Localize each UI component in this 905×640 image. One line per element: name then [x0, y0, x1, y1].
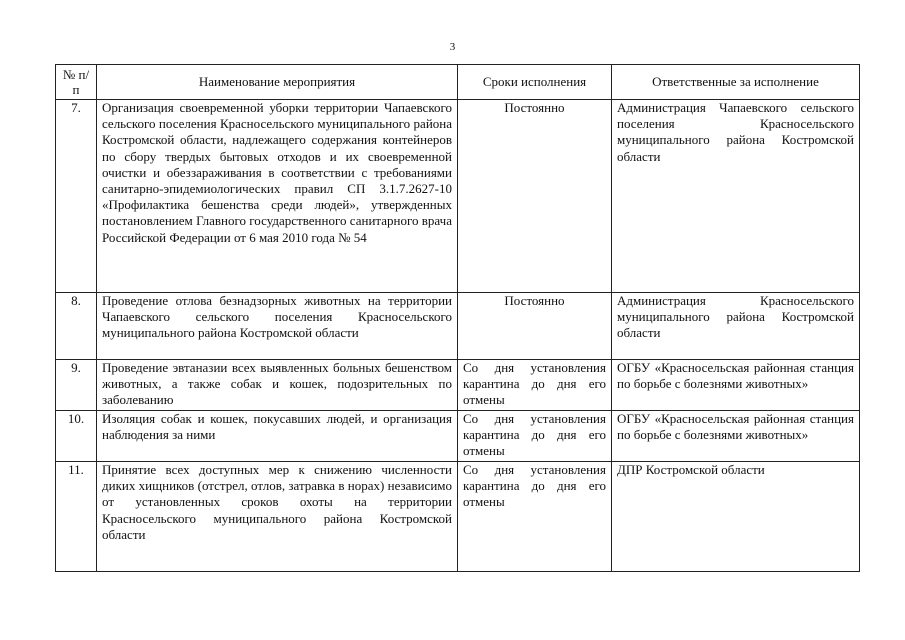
table-row [56, 293, 860, 360]
table-row [56, 462, 860, 572]
measure-name: Организация своевременной уборки территории Чапаевского сельского поселения Красносельского муниципального района Костромской области, надлежащего содержания контейнеров по сбору твердых бытовых отходов и их своевременной очистки и обеззараживания в соответствии с требованиями санитарно-эпидемиологических правил СП 3.1.7.2627-10 «Профилактика бешенства среди людей», утвержденных постановлением Главного государственного санитарного врача Российской Федерации от 6 мая 2010 года № 54 [97, 100, 458, 293]
header-term: Сроки исполнения [458, 65, 612, 100]
header-number: № п/п [56, 65, 97, 100]
page-number: 3 [449, 41, 456, 53]
term: Со дня установления карантина до дня его отмены [458, 360, 612, 411]
responsible: Администрация Чапаевского сельского поселения Красносельского муниципального района Костромской области [612, 100, 860, 293]
measure-name: Изоляция собак и кошек, покусавших людей, и организация наблюдения за ними [97, 411, 458, 462]
term: Со дня установления карантина до дня его отмены [458, 462, 612, 572]
row-number: 11. [56, 462, 97, 572]
row-number: 8. [56, 293, 97, 360]
measure-name: Принятие всех доступных мер к снижению численности диких хищников (отстрел, отлов, затравка в норах) независимо от установленных сроков охоты на территории Красносельского муниципального района Костромской области [97, 462, 458, 572]
table-row [56, 360, 860, 411]
measure-name: Проведение эвтаназии всех выявленных больных бешенством животных, а также собак и кошек, подозрительных по заболеванию [97, 360, 458, 411]
row-number: 10. [56, 411, 97, 462]
responsible: Администрация Красносельского муниципального района Костромской области [612, 293, 860, 360]
responsible: ОГБУ «Красносельская районная станция по борьбе с болезнями животных» [612, 411, 860, 462]
table-row [56, 411, 860, 462]
row-number: 9. [56, 360, 97, 411]
table-row [56, 100, 860, 293]
term: Постоянно [458, 100, 612, 293]
measures-table [55, 64, 860, 572]
responsible: ДПР Костромской области [612, 462, 860, 572]
term: Со дня установления карантина до дня его отмены [458, 411, 612, 462]
header-measure-name: Наименование мероприятия [97, 65, 458, 100]
responsible: ОГБУ «Красносельская районная станция по борьбе с болезнями животных» [612, 360, 860, 411]
term: Постоянно [458, 293, 612, 360]
table-header-row [56, 65, 860, 100]
row-number: 7. [56, 100, 97, 293]
header-responsible: Ответственные за исполнение [612, 65, 860, 100]
measure-name: Проведение отлова безнадзорных животных на территории Чапаевского сельского поселения Красносельского муниципального района Костромской области [97, 293, 458, 360]
